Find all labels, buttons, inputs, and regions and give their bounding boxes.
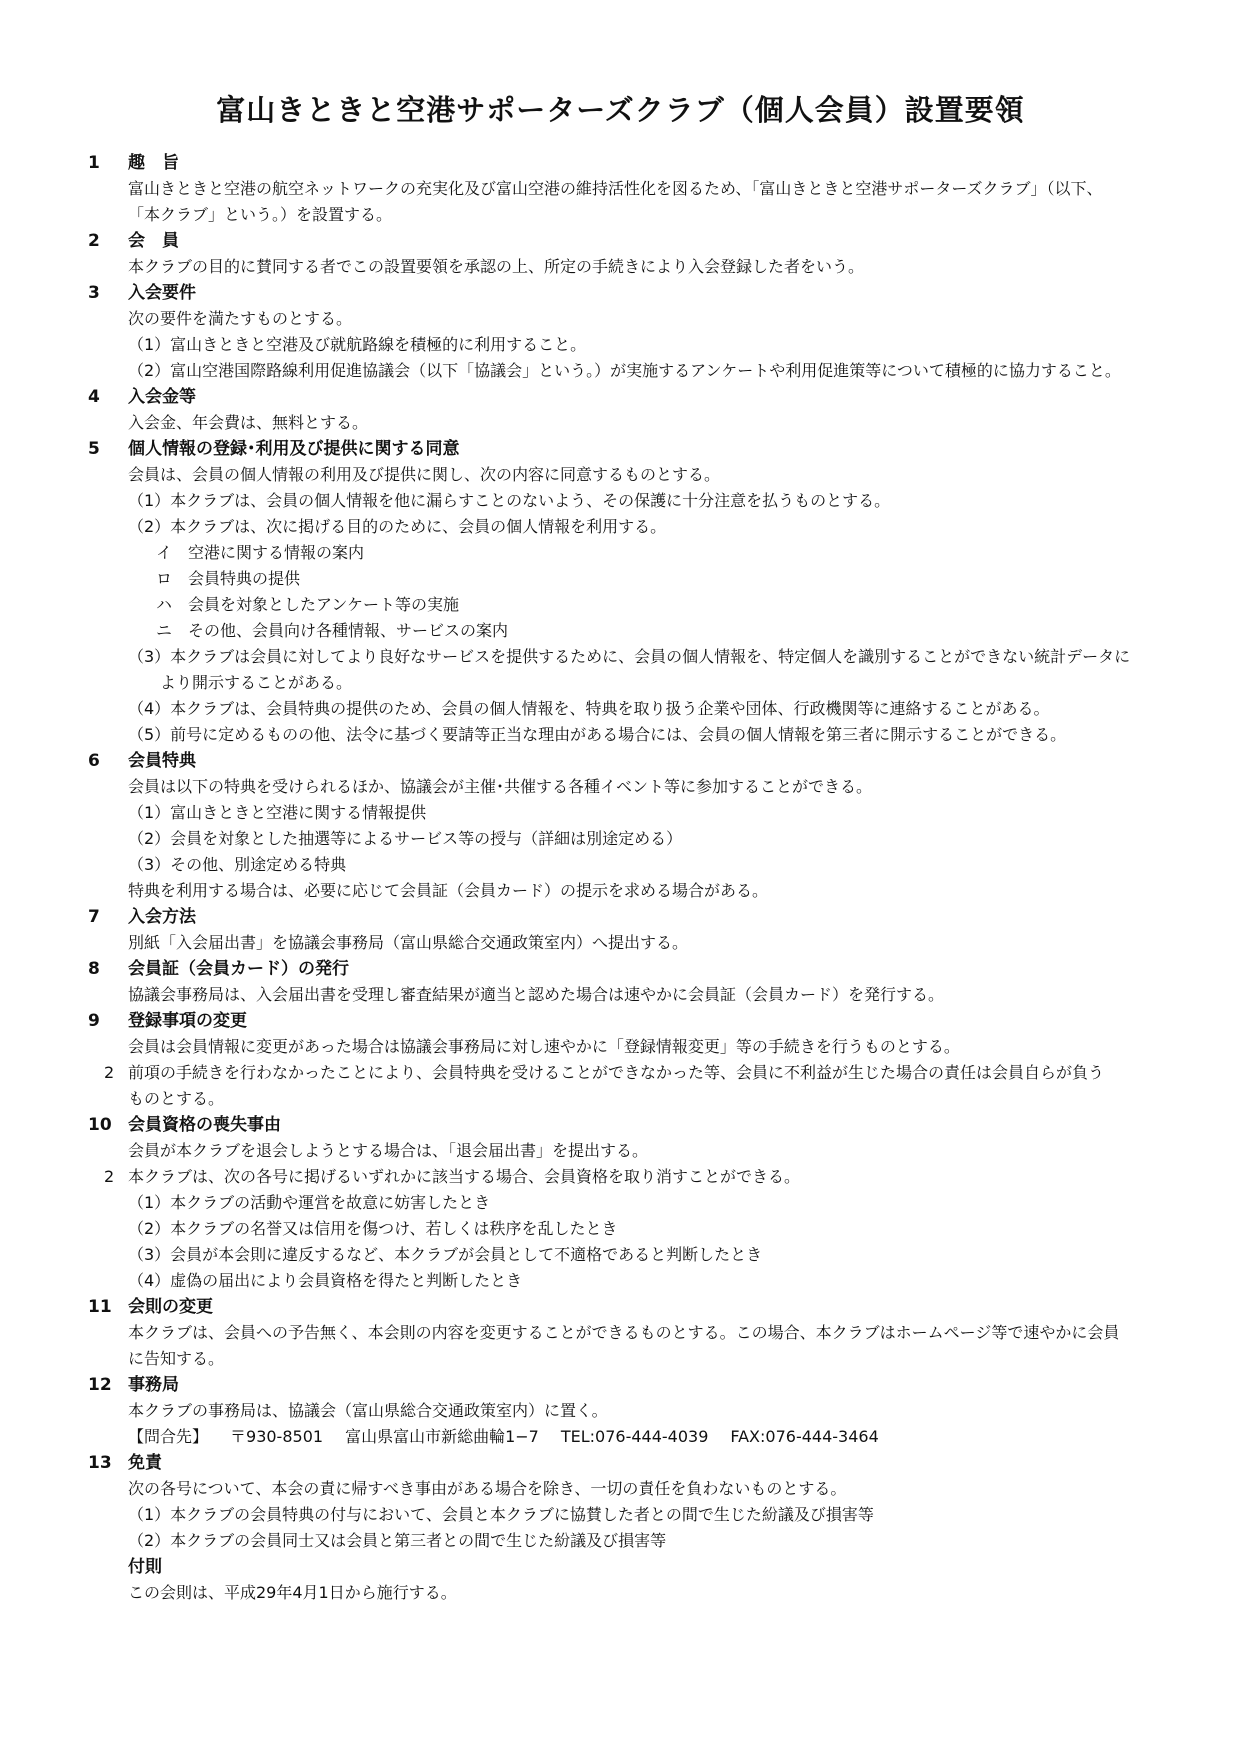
section-heading <box>88 384 1158 410</box>
text-line: 次の要件を満たすものとする。 <box>128 309 353 328</box>
text-line: ハ 会員を対象としたアンケート等の実施 <box>156 595 460 614</box>
text-line: （2）本クラブの名誉又は信用を傷つけ、若しくは秩序を乱したとき <box>128 1219 618 1238</box>
section-heading <box>88 436 1158 462</box>
text-line: （1）本クラブの活動や運営を故意に妨害したとき <box>128 1193 491 1212</box>
section-title: 入会要件 <box>128 283 196 303</box>
paragraph-number: 2 <box>104 1063 115 1082</box>
section-number: 11 <box>88 1297 112 1317</box>
text-line: 会員が本クラブを退会しようとする場合は、「退会届出書」を提出する。 <box>128 1141 649 1160</box>
text-line: 会員は以下の特典を受けられるほか、協議会が主催･共催する各種イベント等に参加することができる。 <box>128 777 873 796</box>
text-line: 本クラブは、会員への予告無く、本会則の内容を変更することができるものとする。この場合、本クラブはホームページ等で速やかに会員 <box>128 1323 1120 1342</box>
section-number: 4 <box>88 387 100 407</box>
text-line: （3）会員が本会則に違反するなど、本クラブが会員として不適格であると判断したとき <box>128 1245 763 1264</box>
section-heading <box>88 1112 1158 1138</box>
text-line: （3）その他、別途定める特典 <box>128 855 347 874</box>
section-heading <box>88 150 1158 176</box>
paragraph-line <box>104 1060 1158 1086</box>
text-line: （1）富山きときと空港及び就航路線を積極的に利用すること。 <box>128 335 587 354</box>
text-line: （2）本クラブは、次に掲げる目的のために、会員の個人情報を利用する。 <box>128 517 667 536</box>
text-line: 入会金、年会費は、無料とする。 <box>128 413 369 432</box>
paragraph-number: 2 <box>104 1167 115 1186</box>
text-line: 「本クラブ」という。）を設置する。 <box>128 205 393 224</box>
contact-postal: 〒930-8501 <box>230 1427 324 1446</box>
section-6 <box>88 748 1158 904</box>
text-line: （4）虚偽の届出により会員資格を得たと判断したとき <box>128 1271 523 1290</box>
text-line: （3）本クラブは会員に対してより良好なサービスを提供するために、会員の個人情報を、特定個人を識別することができない統計データに <box>128 647 1131 666</box>
section-title: 入会金等 <box>128 387 196 407</box>
section-heading <box>88 1450 1158 1476</box>
text-line: ロ 会員特典の提供 <box>156 569 301 588</box>
section-heading <box>88 228 1158 254</box>
section-1 <box>88 150 1158 228</box>
section-heading <box>88 1294 1158 1320</box>
text-line: （4）本クラブは、会員特典の提供のため、会員の個人情報を、特典を取り扱う企業や団体、行政機関等に連絡することがある。 <box>128 699 1050 718</box>
section-title: 会員証（会員カード）の発行 <box>128 959 349 979</box>
text-line: イ 空港に関する情報の案内 <box>156 543 365 562</box>
section-number: 9 <box>88 1011 100 1031</box>
section-title: 会則の変更 <box>128 1297 213 1317</box>
section-8 <box>88 956 1158 1008</box>
section-title: 付則 <box>128 1557 162 1577</box>
text-line: 別紙「入会届出書」を協議会事務局（富山県総合交通政策室内）へ提出する。 <box>128 933 689 952</box>
section-title: 事務局 <box>128 1375 179 1395</box>
section-heading <box>88 1372 1158 1398</box>
text-line: 会員は会員情報に変更があった場合は協議会事務局に対し速やかに「登録情報変更」等の手続きを行うものとする。 <box>128 1037 960 1056</box>
section-number: 3 <box>88 283 100 303</box>
section-number: 12 <box>88 1375 112 1395</box>
section-5 <box>88 436 1158 748</box>
document-body <box>88 150 1158 1606</box>
document-title: 富山きときと空港サポーターズクラブ（個人会員）設置要領 <box>216 93 1025 127</box>
section-heading <box>88 280 1158 306</box>
section-4 <box>88 384 1158 436</box>
section-title: 個人情報の登録･利用及び提供に関する同意 <box>128 439 460 459</box>
section-number: 13 <box>88 1453 112 1473</box>
paragraph-line <box>104 1086 1158 1112</box>
text-line: （1）本クラブの会員特典の付与において、会員と本クラブに協賛した者との間で生じた紛議及び損害等 <box>128 1505 874 1524</box>
section-heading <box>88 956 1158 982</box>
text-line: （2）本クラブの会員同士又は会員と第三者との間で生じた紛議及び損害等 <box>128 1531 667 1550</box>
text-line: より開示することがある。 <box>128 673 353 692</box>
section-13 <box>88 1450 1158 1554</box>
text-line: 特典を利用する場合は、必要に応じて会員証（会員カード）の提示を求める場合がある。 <box>128 881 769 900</box>
section-heading <box>88 748 1158 774</box>
paragraph-line <box>104 1164 1158 1190</box>
text-line: この会則は、平成29年4月1日から施行する。 <box>128 1583 457 1602</box>
section-heading <box>88 904 1158 930</box>
paragraph-text: ものとする。 <box>128 1089 225 1108</box>
text-line: 協議会事務局は、入会届出書を受理し審査結果が適当と認めた場合は速やかに会員証（会員カード）を発行する。 <box>128 985 945 1004</box>
section-number: 6 <box>88 751 100 771</box>
text-line: 本クラブの事務局は、協議会（富山県総合交通政策室内）に置く。 <box>128 1401 608 1420</box>
paragraph-text: 前項の手続きを行わなかったことにより、会員特典を受けることができなかった等、会員に不利益が生じた場合の責任は会員自らが負う <box>128 1063 1105 1082</box>
text-line: （2）会員を対象とした抽選等によるサービス等の授与（詳細は別途定める） <box>128 829 683 848</box>
text-line: （1）富山きときと空港に関する情報提供 <box>128 803 427 822</box>
section-10 <box>88 1112 1158 1294</box>
contact-tel: TEL:076-444-4039 <box>560 1427 709 1446</box>
text-line: に告知する。 <box>128 1349 225 1368</box>
section-title: 会員資格の喪失事由 <box>128 1115 281 1135</box>
section-12 <box>88 1372 1158 1450</box>
section-number: 5 <box>88 439 100 459</box>
text-line: 次の各号について、本会の責に帰すべき事由がある場合を除き、一切の責任を負わないものとする。 <box>128 1479 847 1498</box>
section-heading <box>88 1008 1158 1034</box>
section-heading <box>88 1554 1158 1580</box>
section-title: 会員特典 <box>128 751 196 771</box>
paragraph-text: 本クラブは、次の各号に掲げるいずれかに該当する場合、会員資格を取り消すことができる。 <box>128 1167 801 1186</box>
text-line: 本クラブの目的に賛同する者でこの設置要領を承認の上、所定の手続きにより入会登録した者をいう。 <box>128 257 865 276</box>
section-number: 2 <box>88 231 100 251</box>
contact-address: 富山県富山市新総曲輪1−7 <box>345 1427 539 1446</box>
section-2 <box>88 228 1158 280</box>
section-number: 7 <box>88 907 100 927</box>
contact-line <box>128 1424 1158 1450</box>
text-line: 富山きときと空港の航空ネットワークの充実化及び富山空港の維持活性化を図るため、「富山きときと空港サポーターズクラブ」（以下、 <box>128 179 1103 198</box>
contact-label: 【問合先】 <box>128 1427 209 1446</box>
section-number: 1 <box>88 153 100 173</box>
text-line: （5）前号に定めるものの他、法令に基づく要請等正当な理由がある場合には、会員の個人情報を第三者に開示することができる。 <box>128 725 1067 744</box>
contact-fax: FAX:076-444-3464 <box>730 1427 879 1446</box>
section-7 <box>88 904 1158 956</box>
section-number: 8 <box>88 959 100 979</box>
section-9 <box>88 1008 1158 1112</box>
text-line: ニ その他、会員向け各種情報、サービスの案内 <box>156 621 509 640</box>
section-number: 10 <box>88 1115 112 1135</box>
text-line: 会員は、会員の個人情報の利用及び提供に関し、次の内容に同意するものとする。 <box>128 465 721 484</box>
section-title: 入会方法 <box>128 907 196 927</box>
text-line: （1）本クラブは、会員の個人情報を他に漏らすことのないよう、その保護に十分注意を払うものとする。 <box>128 491 891 510</box>
section-3 <box>88 280 1158 384</box>
text-line: （2）富山空港国際路線利用促進協議会（以下「協議会」という。）が実施するアンケートや利用促進策等について積極的に協力すること。 <box>128 361 1121 380</box>
section-title: 趣 旨 <box>128 153 179 173</box>
section-appendix <box>88 1554 1158 1606</box>
section-title: 登録事項の変更 <box>128 1011 247 1031</box>
section-11 <box>88 1294 1158 1372</box>
section-title: 会 員 <box>128 231 179 251</box>
section-title: 免責 <box>128 1453 162 1473</box>
